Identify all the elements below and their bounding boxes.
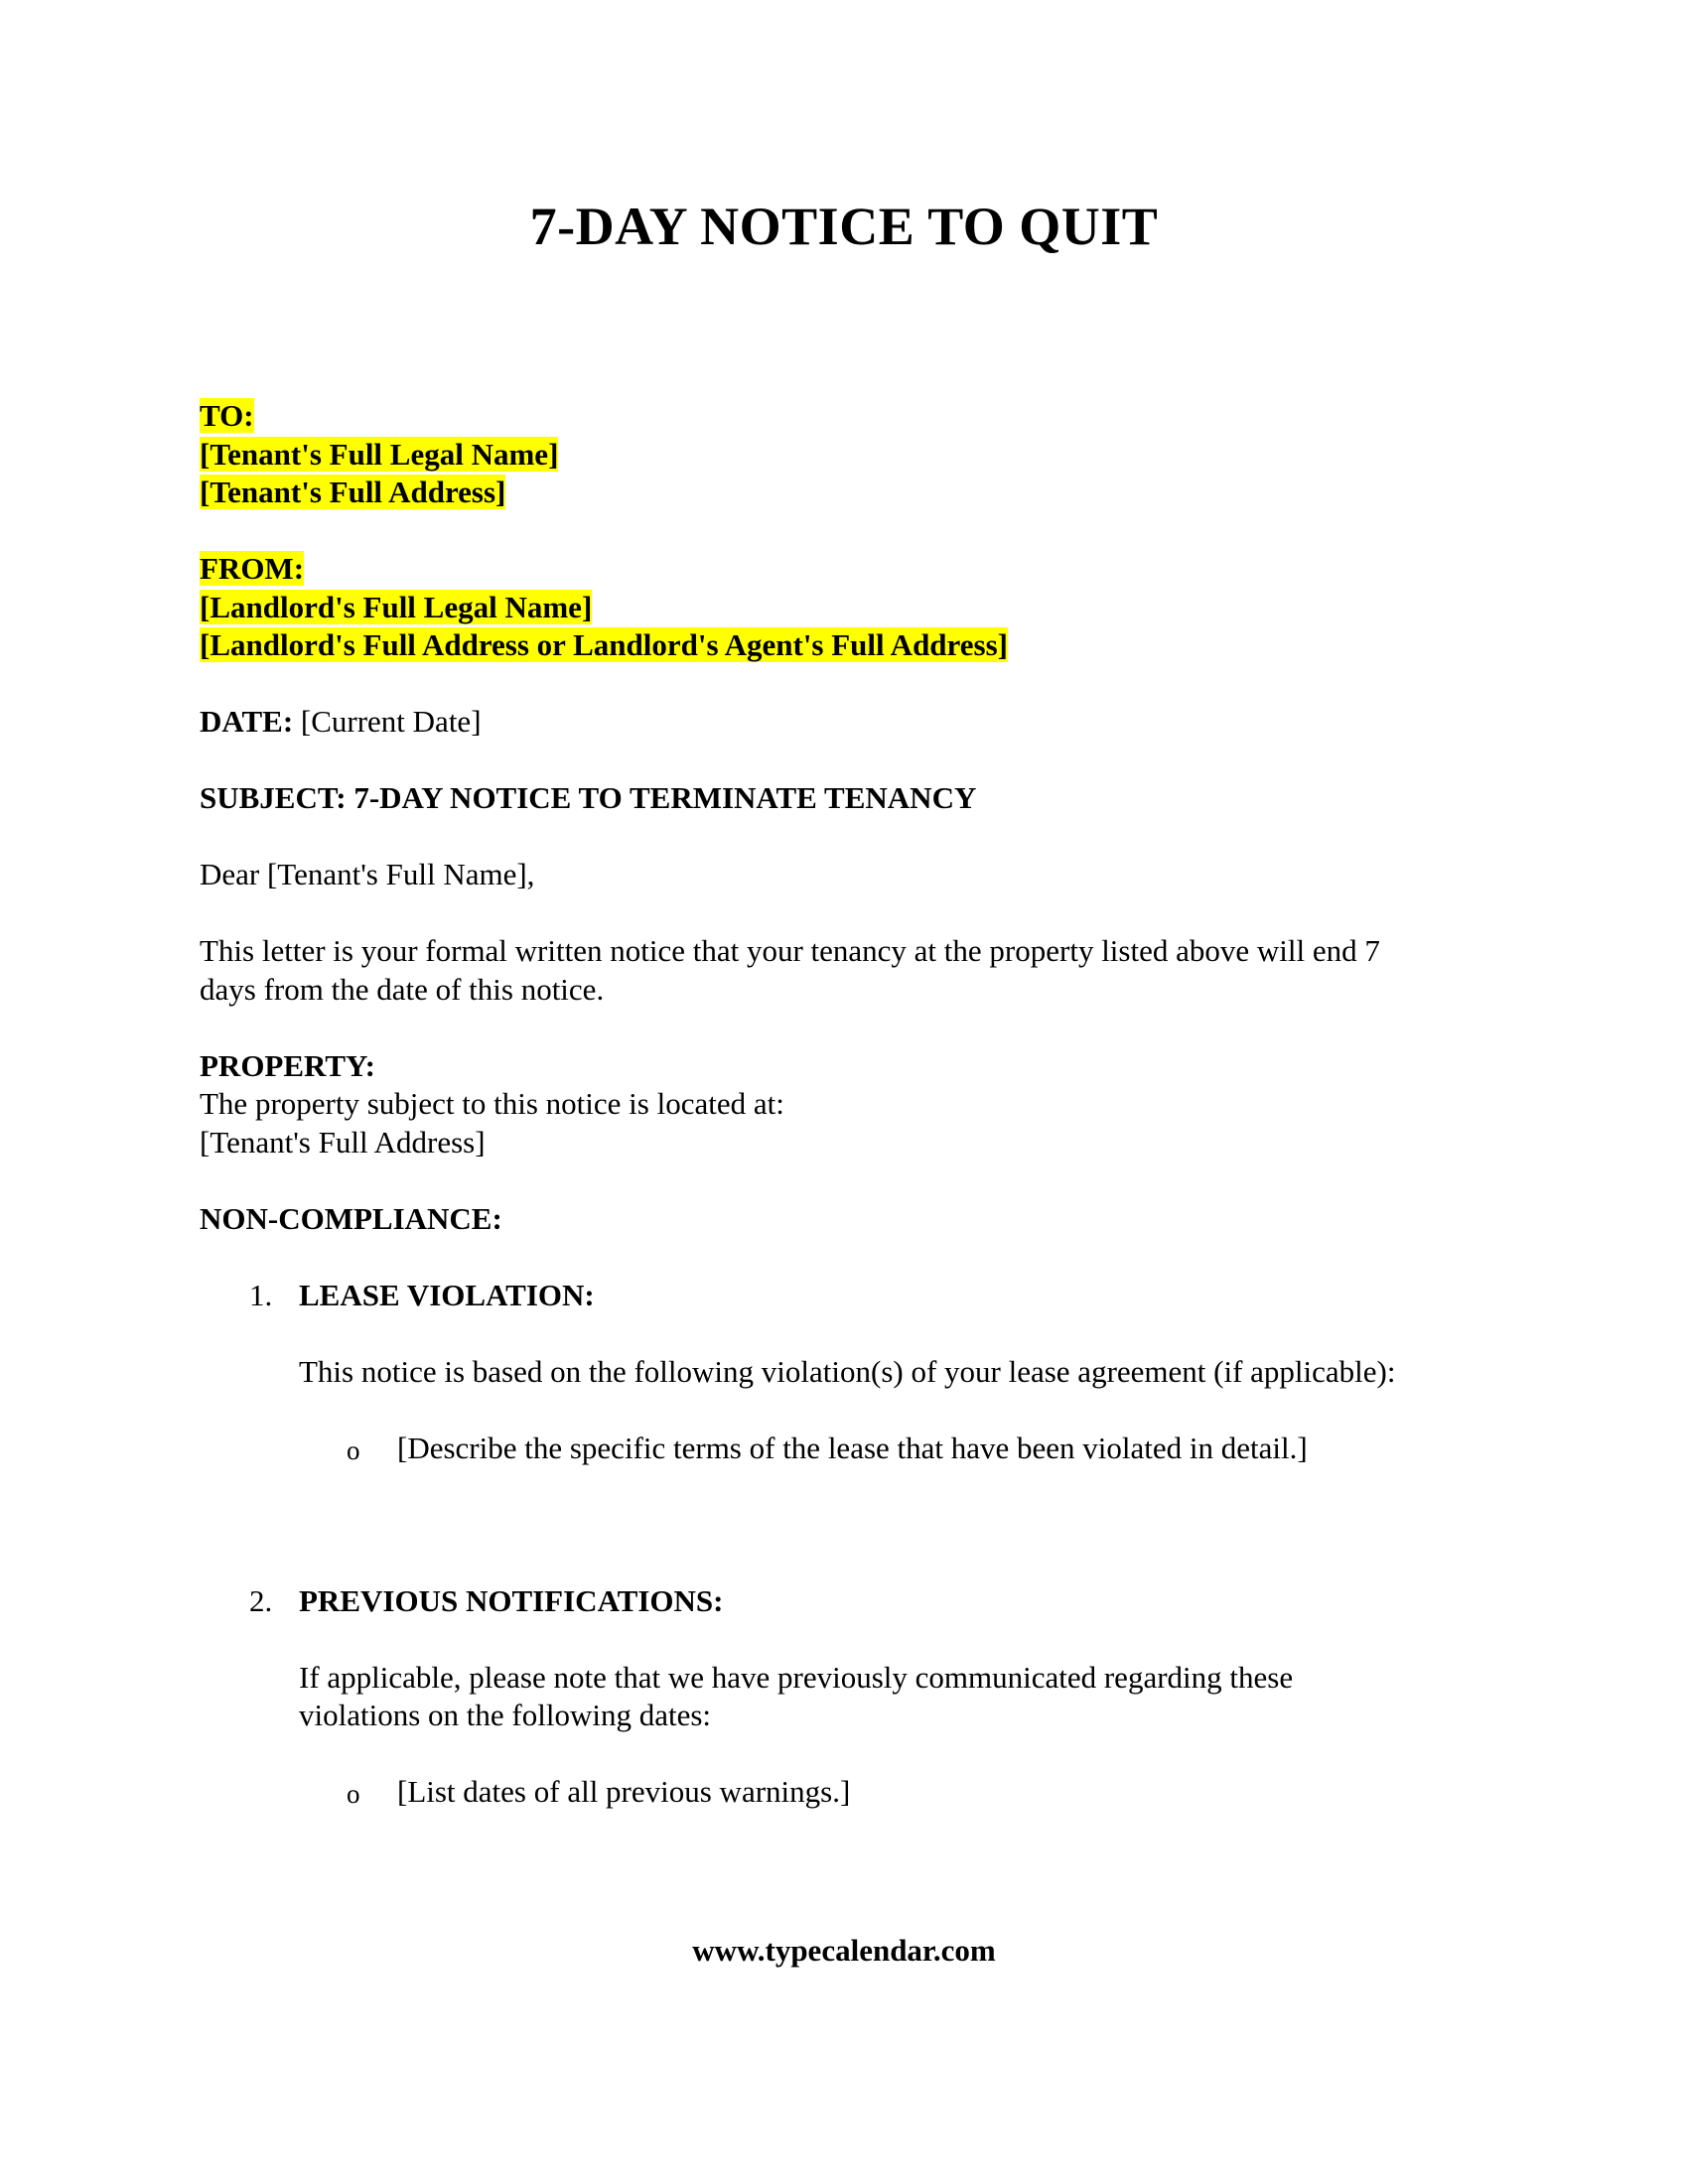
from-label: FROM: xyxy=(200,551,305,586)
to-block xyxy=(200,397,1490,512)
date-line xyxy=(200,703,1490,742)
date-value: [Current Date] xyxy=(293,704,482,739)
list-item xyxy=(200,1582,1490,1812)
tenant-name: [Tenant's Full Legal Name] xyxy=(200,436,559,472)
list-heading: LEASE VIOLATION: xyxy=(299,1277,595,1312)
landlord-address: [Landlord's Full Address or Landlord's Agent's Full Address] xyxy=(200,627,1008,662)
list-text: violations on the following dates: xyxy=(299,1698,712,1732)
intro-line-2: days from the date of this notice. xyxy=(200,971,605,1007)
from-block xyxy=(200,550,1490,665)
landlord-name: [Landlord's Full Legal Name] xyxy=(200,589,593,624)
bullet-text: [Describe the specific terms of the lease that have been violated in detail.] xyxy=(397,1430,1308,1465)
list-text: If applicable, please note that we have previously communicated regarding these xyxy=(299,1659,1294,1695)
bullet-icon: o xyxy=(347,1779,360,1809)
list-text: This notice is based on the following violation(s) of your lease agreement (if applicable): xyxy=(299,1353,1396,1389)
date-label: DATE: xyxy=(200,704,294,739)
bullet-text: [List dates of all previous warnings.] xyxy=(397,1774,851,1809)
intro-line-1: This letter is your formal written notice that your tenancy at the property listed above will end 7 xyxy=(200,933,1380,968)
subject-line: SUBJECT: 7-DAY NOTICE TO TERMINATE TENANCY xyxy=(200,780,977,815)
to-label: TO: xyxy=(200,398,254,433)
bullet-icon: o xyxy=(347,1434,360,1465)
property-address: [Tenant's Full Address] xyxy=(200,1124,486,1160)
list-item xyxy=(200,1277,1490,1468)
footer-website: www.typecalendar.com xyxy=(692,1933,996,1968)
property-line-1: The property subject to this notice is located at: xyxy=(200,1086,784,1121)
list-number: 1. xyxy=(249,1277,273,1312)
list-heading: PREVIOUS NOTIFICATIONS: xyxy=(299,1582,724,1618)
list-number: 2. xyxy=(249,1582,273,1618)
property-label: PROPERTY: xyxy=(200,1047,375,1083)
document-title: 7-DAY NOTICE TO QUIT xyxy=(529,197,1159,256)
document-body xyxy=(200,397,1490,1812)
salutation: Dear [Tenant's Full Name], xyxy=(200,857,535,891)
noncompliance-label: NON-COMPLIANCE: xyxy=(200,1200,502,1236)
property-block xyxy=(200,1047,1490,1162)
tenant-address: [Tenant's Full Address] xyxy=(200,475,506,509)
